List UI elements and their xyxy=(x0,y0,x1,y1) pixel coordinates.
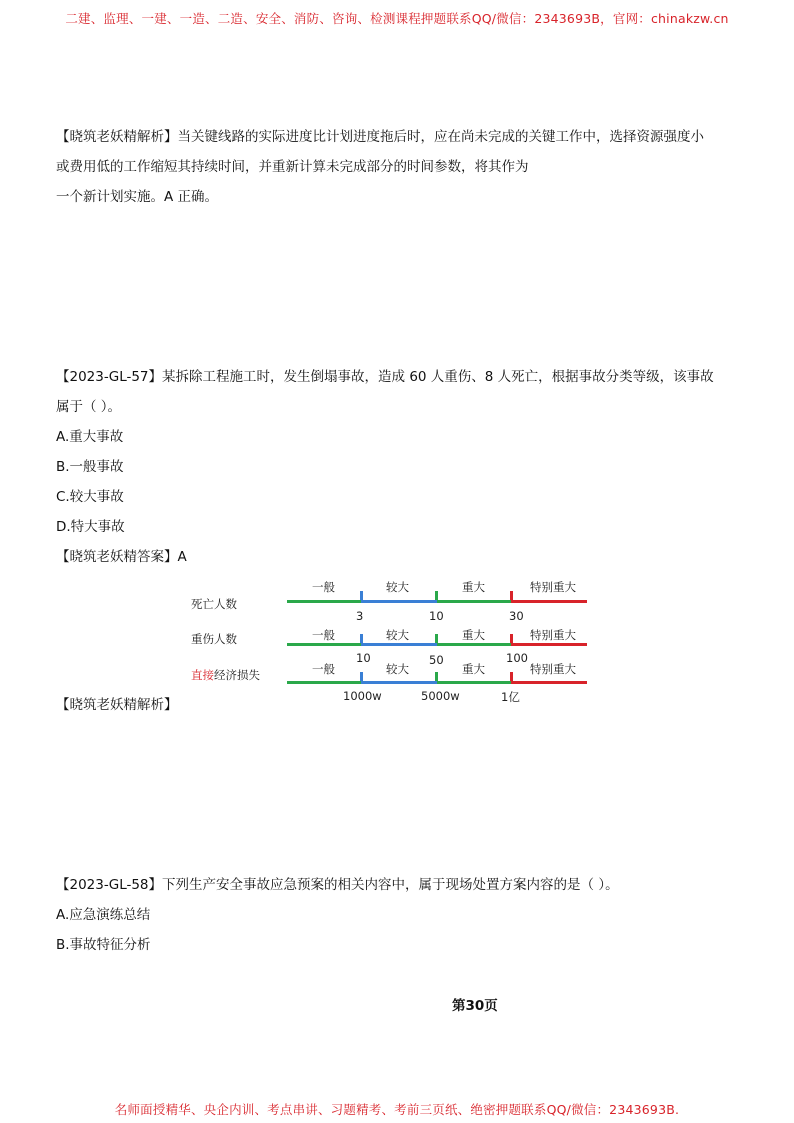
row-label-economic-loss: 直接经济损失 xyxy=(191,668,260,682)
row-label-deaths: 死亡人数 xyxy=(191,597,237,611)
analysis-57-label: 【晓筑老妖精解析】 xyxy=(56,697,178,713)
tick xyxy=(435,672,438,681)
segment-general xyxy=(287,600,361,603)
cat-extreme: 特别重大 xyxy=(530,628,576,642)
page-header: 二建、监理、一建、一造、二造、安全、消防、咨询、检测课程押题联系QQ/微信：2343693B，官网：chinakzw.cn xyxy=(65,11,729,26)
tick xyxy=(435,634,438,643)
threshold-label: 1亿 xyxy=(501,690,520,704)
tick xyxy=(360,591,363,600)
question-58-stem: 【2023-GL-58】下列生产安全事故应急预案的相关内容中，属于现场处置方案内容的是（ ）。 xyxy=(56,877,619,893)
cat-general: 一般 xyxy=(312,628,335,642)
segment-extreme xyxy=(511,643,587,646)
question-57-stem-cont: 属于（ ）。 xyxy=(56,399,122,415)
option-d: D.特大事故 xyxy=(56,519,125,535)
segment-general xyxy=(287,643,361,646)
answer-57: 【晓筑老妖精答案】A xyxy=(56,549,187,565)
page-number: 第30页 xyxy=(452,998,498,1014)
threshold-label: 3 xyxy=(356,609,364,623)
threshold-label: 10 xyxy=(356,651,371,665)
threshold-label: 1000w xyxy=(343,689,382,703)
row-label-injuries: 重伤人数 xyxy=(191,632,237,646)
segment-major xyxy=(437,600,511,603)
cat-extreme: 特别重大 xyxy=(530,580,576,594)
analysis-line-2: 或费用低的工作缩短其持续时间，并重新计算未完成部分的时间参数，将其作为 xyxy=(56,159,529,175)
segment-major xyxy=(437,643,511,646)
question-57-stem: 【2023-GL-57】某拆除工程施工时，发生倒塌事故，造成 60 人重伤、8 人死亡，根据事故分类等级，该事故 xyxy=(56,369,714,385)
cat-major: 重大 xyxy=(462,628,485,642)
tick xyxy=(435,591,438,600)
cat-larger: 较大 xyxy=(386,662,409,676)
tick xyxy=(510,591,513,600)
tick xyxy=(510,634,513,643)
segment-extreme xyxy=(511,681,587,684)
segment-larger xyxy=(361,643,437,646)
threshold-label: 30 xyxy=(509,609,524,623)
option-a: A.应急演练总结 xyxy=(56,907,151,923)
tick xyxy=(360,672,363,681)
cat-general: 一般 xyxy=(312,662,335,676)
page-footer: 名师面授精华、央企内训、考点串讲、习题精考、考前三页纸、绝密押题联系QQ/微信：2343693B. xyxy=(114,1102,680,1117)
segment-major xyxy=(437,681,511,684)
cat-larger: 较大 xyxy=(386,580,409,594)
cat-general: 一般 xyxy=(312,580,335,594)
threshold-label: 10 xyxy=(429,609,444,623)
cat-major: 重大 xyxy=(462,580,485,594)
accident-level-diagram xyxy=(185,575,605,710)
segment-larger xyxy=(361,600,437,603)
threshold-label: 100 xyxy=(506,651,528,665)
cat-major: 重大 xyxy=(462,662,485,676)
cat-extreme: 特别重大 xyxy=(530,662,576,676)
segment-larger xyxy=(361,681,437,684)
segment-extreme xyxy=(511,600,587,603)
option-b: B.一般事故 xyxy=(56,459,124,475)
cat-larger: 较大 xyxy=(386,628,409,642)
threshold-label: 50 xyxy=(429,653,444,667)
segment-general xyxy=(287,681,361,684)
analysis-line-3: 一个新计划实施。A 正确。 xyxy=(56,189,219,205)
analysis-line-1: 【晓筑老妖精解析】当关键线路的实际进度比计划进度拖后时，应在尚未完成的关键工作中，选择资源强度小 xyxy=(56,129,704,145)
tick xyxy=(360,634,363,643)
tick xyxy=(510,672,513,681)
option-b: B.事故特征分析 xyxy=(56,937,151,953)
option-a: A.重大事故 xyxy=(56,429,124,445)
threshold-label: 5000w xyxy=(421,689,460,703)
option-c: C.较大事故 xyxy=(56,489,124,505)
